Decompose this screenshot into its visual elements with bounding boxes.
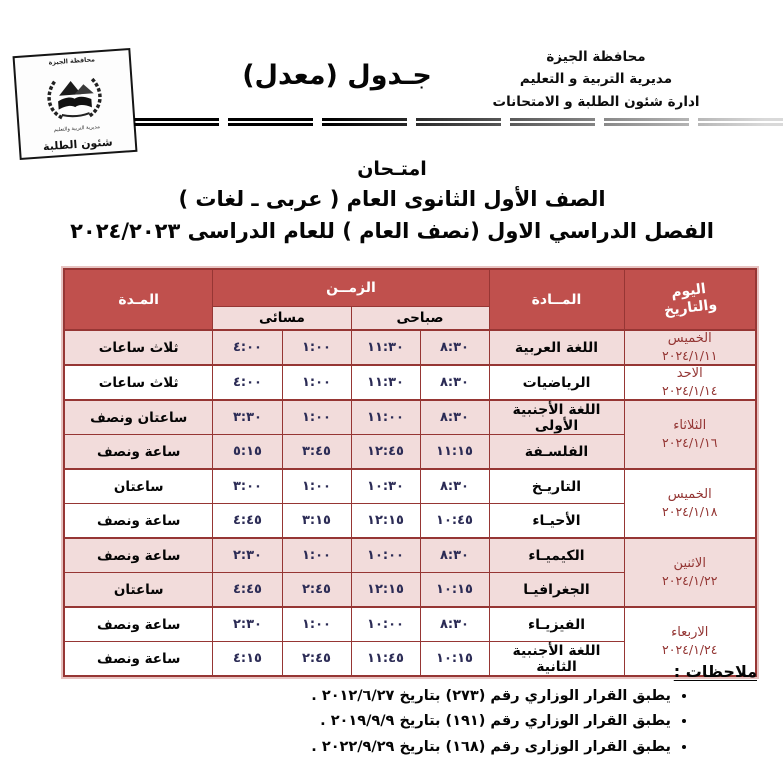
header-morning: صباحى bbox=[351, 307, 489, 331]
morning-end-cell: ١١:٠٠ bbox=[351, 400, 420, 435]
department-stamp bbox=[13, 48, 138, 160]
morning-end-cell: ١٢:١٥ bbox=[351, 573, 420, 608]
schedule-row bbox=[64, 365, 756, 400]
evening-end-cell: ٣:٣٠ bbox=[213, 400, 282, 435]
header-evening: مسائى bbox=[213, 307, 351, 331]
morning-end-cell: ١١:٣٠ bbox=[351, 330, 420, 365]
subject-cell: الفيزيـاء bbox=[489, 607, 624, 642]
document-banner-title: جـدول (معدل) bbox=[242, 60, 432, 91]
evening-start-cell: ١:٠٠ bbox=[282, 330, 351, 365]
day-date-cell bbox=[624, 469, 756, 538]
schedule-row bbox=[64, 400, 756, 435]
note-item: • يطبق القرار الوزارى رقم (١٦٨) بتاريخ ٢٠٢٢/٩/٢٩ . bbox=[197, 737, 671, 757]
duration-cell: ثلاث ساعات bbox=[64, 365, 213, 400]
subject-cell: اللغة الأجنبية الأولى bbox=[489, 400, 624, 435]
duration-cell: ساعتان bbox=[64, 573, 213, 608]
evening-start-cell: ٢:٤٥ bbox=[282, 573, 351, 608]
schedule-table-body bbox=[64, 330, 756, 676]
evening-start-cell: ٣:١٥ bbox=[282, 504, 351, 539]
note-item: • يطبق القرار الوزاري رقم (٢٧٣) بتاريخ ٢٠١٢/٦/٢٧ . bbox=[197, 686, 671, 706]
date-value: ٢٠٢٤/١/١٤ bbox=[662, 383, 718, 399]
org-line-administration: ادارة شئون الطلبة و الامتحانات bbox=[492, 93, 700, 110]
morning-end-cell: ١٠:٣٠ bbox=[351, 469, 420, 504]
evening-end-cell: ٢:٣٠ bbox=[213, 538, 282, 573]
duration-cell: ثلاث ساعات bbox=[64, 330, 213, 365]
day-name: الاربعاء bbox=[671, 625, 709, 641]
evening-start-cell: ١:٠٠ bbox=[282, 365, 351, 400]
subject-cell: التاريـخ bbox=[489, 469, 624, 504]
day-name: الثلاثاء bbox=[673, 418, 707, 434]
duration-cell: ساعتان ونصف bbox=[64, 400, 213, 435]
subject-cell: اللغة الأجنبية الثانية bbox=[489, 642, 624, 677]
date-value: ٢٠٢٤/١/١١ bbox=[662, 347, 718, 363]
evening-end-cell: ٤:٠٠ bbox=[213, 330, 282, 365]
morning-end-cell: ١٢:٤٥ bbox=[351, 435, 420, 470]
evening-end-cell: ٤:٤٥ bbox=[213, 573, 282, 608]
header-time: الزمــن bbox=[213, 269, 489, 307]
stamp-bottom-text: شئون الطلبة bbox=[42, 135, 114, 154]
header-subject: المــادة bbox=[489, 269, 624, 330]
day-date-cell bbox=[624, 365, 756, 400]
duration-cell: ساعة ونصف bbox=[64, 538, 213, 573]
schedule-row bbox=[64, 538, 756, 573]
evening-end-cell: ٥:١٥ bbox=[213, 435, 282, 470]
evening-end-cell: ٣:٠٠ bbox=[213, 469, 282, 504]
exam-grade-line: الصف الأول الثانوى العام ( عربى ـ لغات ) bbox=[178, 187, 606, 211]
decorative-double-rule bbox=[134, 118, 784, 128]
duration-cell: ساعة ونصف bbox=[64, 607, 213, 642]
day-name: الخميس bbox=[667, 487, 712, 503]
evening-start-cell: ١:٠٠ bbox=[282, 469, 351, 504]
morning-start-cell: ١١:١٥ bbox=[420, 435, 489, 470]
morning-start-cell: ٨:٣٠ bbox=[420, 330, 489, 365]
day-date-cell bbox=[624, 400, 756, 469]
date-value: ٢٠٢٤/١/١٨ bbox=[662, 504, 718, 520]
exam-title-block bbox=[0, 158, 784, 243]
schedule-row bbox=[64, 469, 756, 504]
morning-start-cell: ٨:٣٠ bbox=[420, 400, 489, 435]
date-value: ٢٠٢٤/١/٢٤ bbox=[662, 642, 718, 658]
duration-cell: ساعتان bbox=[64, 469, 213, 504]
day-name: الاثنين bbox=[673, 556, 706, 572]
subject-cell: الجغرافيـا bbox=[489, 573, 624, 608]
subject-cell: اللغة العربية bbox=[489, 330, 624, 365]
stamp-top-text: محافظة الجيزة bbox=[48, 55, 96, 67]
day-name: الخميس bbox=[667, 331, 712, 346]
notes-list bbox=[197, 686, 757, 757]
organization-header bbox=[420, 46, 772, 113]
morning-end-cell: ١١:٣٠ bbox=[351, 365, 420, 400]
subject-cell: الأحيـاء bbox=[489, 504, 624, 539]
evening-start-cell: ١:٠٠ bbox=[282, 538, 351, 573]
evening-end-cell: ٤:٠٠ bbox=[213, 365, 282, 400]
subject-cell: الكيميـاء bbox=[489, 538, 624, 573]
evening-end-cell: ٤:٤٥ bbox=[213, 504, 282, 539]
subject-cell: الفلسـفة bbox=[489, 435, 624, 470]
subject-cell: الرياضيات bbox=[489, 365, 624, 400]
morning-start-cell: ٨:٣٠ bbox=[420, 365, 489, 400]
note-item: • يطبق القرار الوزاري رقم (١٩١) بتاريخ ٢٠١٩/٩/٩ . bbox=[197, 711, 671, 731]
exam-semester-line: الفصل الدراسي الاول (نصف العام ) للعام الدراسى ٢٠٢٤/٢٠٢٣ bbox=[70, 219, 714, 243]
duration-cell: ساعة ونصف bbox=[64, 504, 213, 539]
schedule-row bbox=[64, 607, 756, 642]
morning-end-cell: ١٠:٠٠ bbox=[351, 538, 420, 573]
education-emblem-icon bbox=[34, 69, 115, 124]
day-date-cell bbox=[624, 330, 756, 365]
day-name: الاحد bbox=[676, 366, 703, 382]
morning-start-cell: ١٠:١٥ bbox=[420, 573, 489, 608]
duration-cell: ساعة ونصف bbox=[64, 435, 213, 470]
header-day-date: اليوم والتاريخ bbox=[624, 269, 756, 330]
date-value: ٢٠٢٤/١/٢٢ bbox=[662, 573, 718, 589]
morning-start-cell: ٨:٣٠ bbox=[420, 538, 489, 573]
notes-title: ملاحظات : bbox=[673, 662, 757, 681]
notes-section bbox=[197, 662, 757, 757]
morning-end-cell: ١٢:١٥ bbox=[351, 504, 420, 539]
morning-start-cell: ٨:٣٠ bbox=[420, 469, 489, 504]
evening-start-cell: ٢:٤٥ bbox=[282, 642, 351, 677]
exam-title-word: امتـحان bbox=[357, 158, 427, 180]
rule-fade-overlay bbox=[134, 118, 784, 128]
org-line-directorate: مديرية التربية و التعليم bbox=[519, 71, 673, 88]
schedule-row bbox=[64, 330, 756, 365]
evening-end-cell: ٢:٣٠ bbox=[213, 607, 282, 642]
evening-start-cell: ٣:٤٥ bbox=[282, 435, 351, 470]
org-line-governorate: محافظة الجيزة bbox=[546, 49, 646, 65]
exam-schedule-table bbox=[63, 268, 757, 677]
day-date-cell bbox=[624, 538, 756, 607]
morning-end-cell: ١٠:٠٠ bbox=[351, 607, 420, 642]
morning-start-cell: ١٠:١٥ bbox=[420, 642, 489, 677]
header-duration: المـدة bbox=[64, 269, 213, 330]
evening-start-cell: ١:٠٠ bbox=[282, 400, 351, 435]
duration-cell: ساعة ونصف bbox=[64, 642, 213, 677]
morning-start-cell: ٨:٣٠ bbox=[420, 607, 489, 642]
date-value: ٢٠٢٤/١/١٦ bbox=[662, 435, 718, 451]
morning-end-cell: ١١:٤٥ bbox=[351, 642, 420, 677]
stamp-middle-text: مديرية التربية والتعليم bbox=[53, 123, 100, 133]
evening-end-cell: ٤:١٥ bbox=[213, 642, 282, 677]
morning-start-cell: ١٠:٤٥ bbox=[420, 504, 489, 539]
evening-start-cell: ١:٠٠ bbox=[282, 607, 351, 642]
